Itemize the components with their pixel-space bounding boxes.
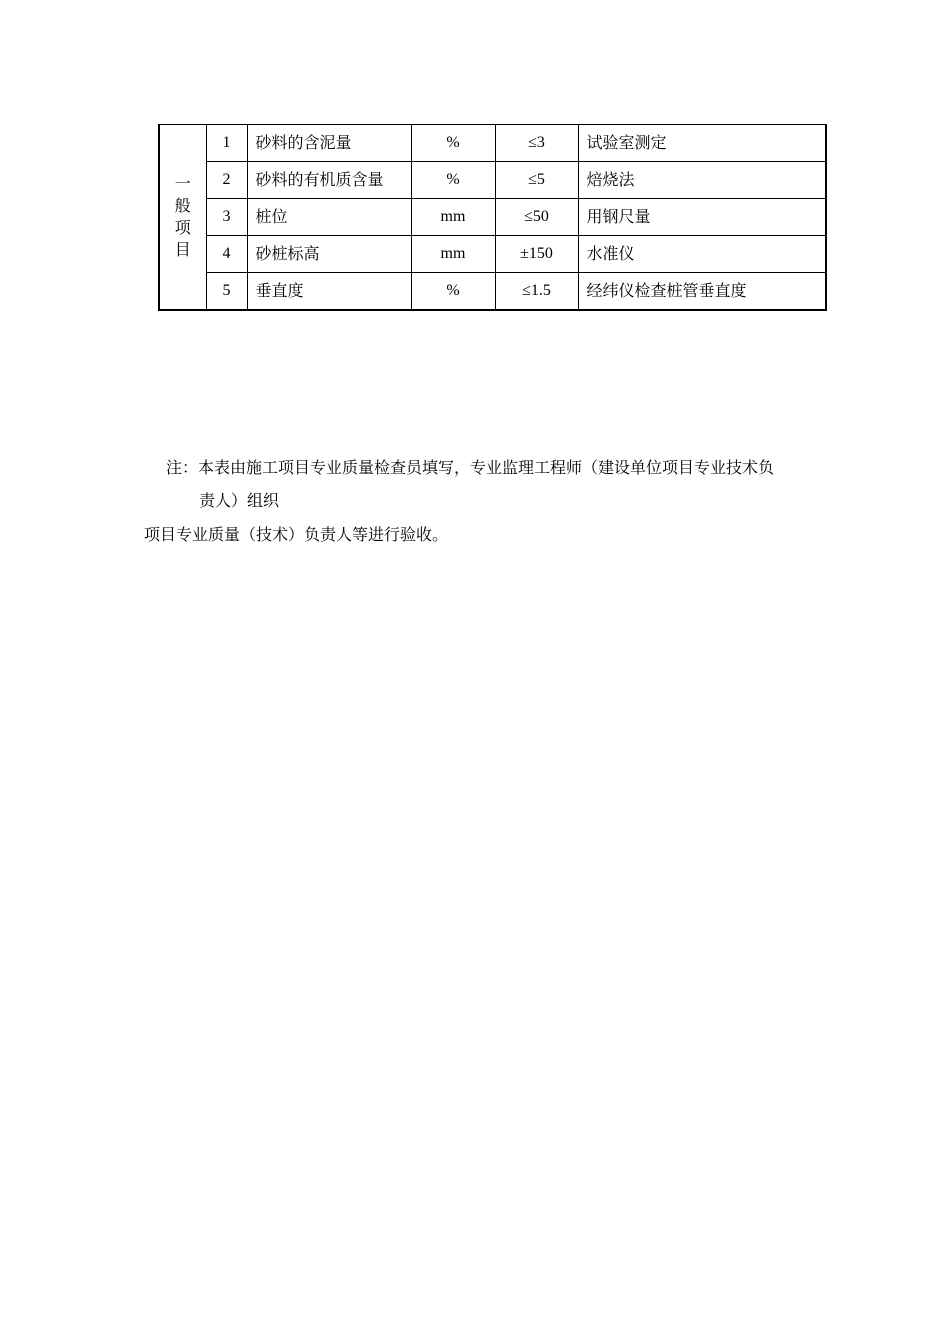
check-method: 焙烧法 — [578, 162, 826, 199]
check-item: 桩位 — [247, 199, 411, 236]
table-row — [159, 236, 826, 273]
row-number: 4 — [206, 236, 247, 273]
check-item: 砂料的含泥量 — [247, 125, 411, 162]
unit: % — [411, 273, 495, 311]
group-label-general-items — [159, 125, 206, 311]
row-number: 5 — [206, 273, 247, 311]
note-line-1: 注：本表由施工项目专业质量检查员填写，专业监理工程师（建设单位项目专业技术负 — [166, 458, 775, 477]
group-label-char: 目 — [174, 240, 191, 259]
group-label-char: 项 — [174, 218, 191, 237]
group-label-char: 般 — [174, 196, 191, 215]
row-number: 2 — [206, 162, 247, 199]
check-method: 试验室测定 — [578, 125, 826, 162]
table-row — [159, 199, 826, 236]
check-item: 砂料的有机质含量 — [247, 162, 411, 199]
table-row — [159, 273, 826, 311]
row-number: 3 — [206, 199, 247, 236]
note-line-3: 项目专业质量（技术）负责人等进行验收。 — [144, 525, 449, 544]
inspection-table — [158, 124, 827, 311]
check-item: 砂桩标高 — [247, 236, 411, 273]
check-method: 经纬仪检查桩管垂直度 — [578, 273, 826, 311]
allowance-value: ≤1.5 — [495, 273, 578, 311]
unit: % — [411, 162, 495, 199]
check-method: 水准仪 — [578, 236, 826, 273]
group-label-char: 一 — [174, 174, 191, 193]
unit: mm — [411, 236, 495, 273]
allowance-value: ≤5 — [495, 162, 578, 199]
check-method: 用钢尺量 — [578, 199, 826, 236]
note-line-2: 责人）组织 — [199, 491, 280, 510]
allowance-value: ±150 — [495, 236, 578, 273]
table-row — [159, 125, 826, 162]
unit: % — [411, 125, 495, 162]
allowance-value: ≤3 — [495, 125, 578, 162]
row-number: 1 — [206, 125, 247, 162]
check-item: 垂直度 — [247, 273, 411, 311]
allowance-value: ≤50 — [495, 199, 578, 236]
table-row — [159, 162, 826, 199]
unit: mm — [411, 199, 495, 236]
